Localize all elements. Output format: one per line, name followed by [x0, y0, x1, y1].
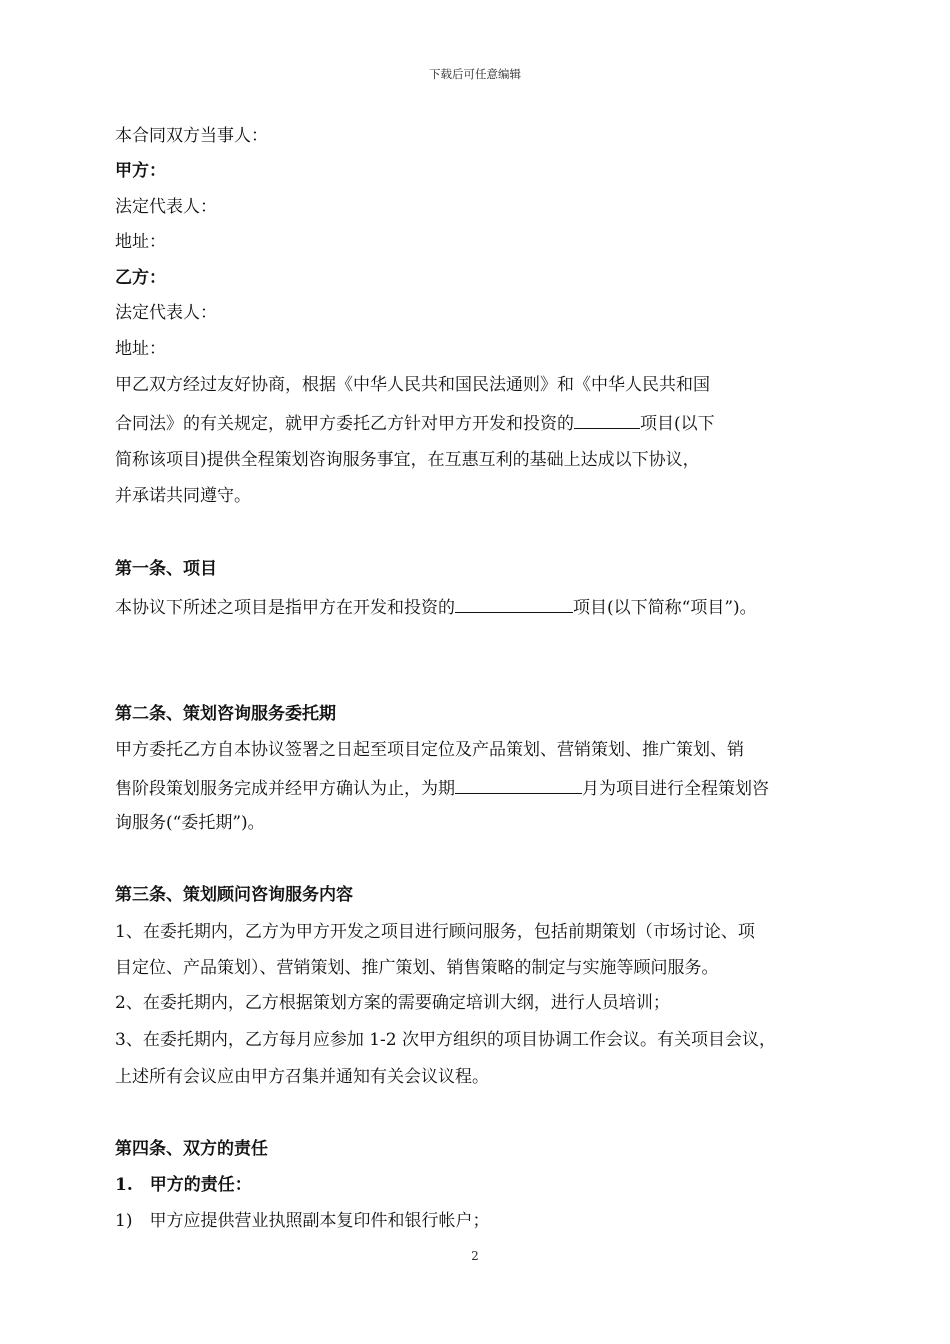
article-1-title: 第一条、项目: [115, 559, 217, 579]
party-a-address: 地址：: [115, 232, 166, 252]
party-a-label: 甲方：: [115, 161, 166, 181]
term-months-blank: [455, 778, 582, 794]
article-4-item-1: 1) 甲方应提供营业执照副本复印件和银行帐户；: [115, 1211, 490, 1231]
party-b-address: 地址：: [115, 339, 166, 359]
page-number: 2: [471, 1249, 479, 1263]
article-3-title: 第三条、策划顾问咨询服务内容: [115, 885, 353, 905]
parties-intro: 本合同双方当事人：: [115, 126, 268, 146]
party-b-label: 乙方：: [115, 268, 166, 288]
article-2-line-2-text: 售阶段策划服务完成并经甲方确认为止，为期: [115, 779, 455, 799]
preamble-line-1: 甲乙双方经过友好协商，根据《中华人民共和国民法通则》和《中华人民共和国: [115, 375, 710, 395]
article-4-title: 第四条、双方的责任: [115, 1139, 268, 1159]
article-2-line-3: 询服务(“委托期”)。: [115, 813, 265, 833]
preamble-line-2: [115, 413, 715, 433]
article-3-item-3-line-1: 3、在委托期内，乙方每月应参加 1-2 次甲方组织的项目协调工作会议。有关项目会议，: [115, 1030, 776, 1050]
article-4-sub-1: 1. 甲方的责任：: [115, 1175, 252, 1195]
article-1-text: 本协议下所述之项目是指甲方在开发和投资的: [115, 598, 455, 618]
article-2-line-2-tail: 月为项目进行全程策划咨: [582, 779, 769, 799]
preamble-line-3: 简称该项目)提供全程策划咨询服务事宜，在互惠互利的基础上达成以下协议，: [115, 450, 700, 470]
project-name-blank: [574, 413, 640, 429]
article-2-line-2: [115, 778, 769, 798]
article-3-item-2: 2、在委托期内，乙方根据策划方案的需要确定培训大纲，进行人员培训；: [115, 993, 670, 1013]
party-a-representative: 法定代表人：: [115, 197, 217, 217]
preamble-line-4: 并承诺共同遵守。: [115, 486, 251, 506]
page-header: 下载后可任意编辑: [429, 67, 521, 81]
article-1-paragraph: [115, 597, 757, 617]
article-2-line-1: 甲方委托乙方自本协议签署之日起至项目定位及产品策划、营销策划、推广策划、销: [115, 740, 744, 760]
article-3-item-1-line-2: 目定位、产品策划）、营销策划、推广策划、销售策略的制定与实施等顾问服务。: [115, 958, 719, 978]
article-2-title: 第二条、策划咨询服务委托期: [115, 704, 336, 724]
article-3-item-1-line-1: 1、在委托期内，乙方为甲方开发之项目进行顾问服务，包括前期策划（市场讨论、项: [115, 922, 755, 942]
preamble-line-2-tail: 项目(以下: [640, 414, 715, 434]
article-1-tail: 项目(以下简称“项目”)。: [573, 598, 757, 618]
preamble-line-2-text: 合同法》的有关规定，就甲方委托乙方针对甲方开发和投资的: [115, 414, 574, 434]
article-1-project-blank: [455, 597, 573, 613]
article-3-item-3-line-2: 上述所有会议应由甲方召集并通知有关会议议程。: [115, 1067, 489, 1087]
party-b-representative: 法定代表人：: [115, 303, 217, 323]
